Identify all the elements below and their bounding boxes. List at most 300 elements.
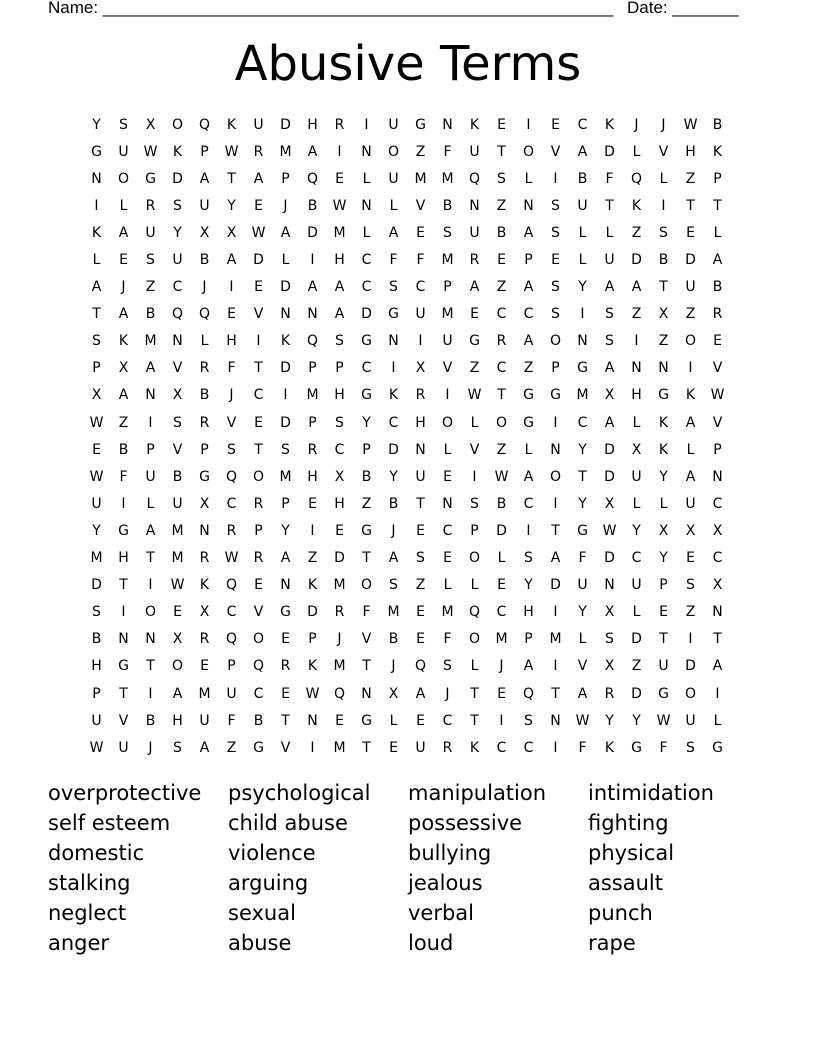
- grid-letter: A: [631, 279, 642, 296]
- grid-letter: E: [308, 495, 317, 512]
- grid-letter: B: [388, 495, 399, 512]
- grid-letter: A: [199, 739, 210, 756]
- grid-letter: Z: [631, 224, 642, 241]
- grid-letter: U: [253, 116, 264, 133]
- grid-letter: O: [360, 577, 373, 594]
- grid-letter: H: [334, 387, 345, 404]
- grid-letter: V: [577, 658, 588, 675]
- grid-letter: A: [415, 685, 426, 702]
- grid-letter: F: [578, 550, 587, 567]
- word-bank-item: neglect: [48, 901, 127, 925]
- grid-letter: D: [631, 685, 642, 702]
- grid-letter: U: [145, 468, 156, 485]
- grid-letter: U: [469, 224, 480, 241]
- grid-letter: N: [442, 116, 453, 133]
- grid-letter: N: [361, 197, 372, 214]
- grid-letter: B: [361, 468, 372, 485]
- grid-letter: A: [253, 170, 264, 187]
- grid-letter: X: [118, 360, 129, 377]
- grid-letter: C: [172, 279, 183, 296]
- grid-letter: Q: [333, 685, 346, 702]
- grid-letter: B: [307, 197, 318, 214]
- grid-letter: M: [441, 170, 454, 187]
- word-bank-item: sexual: [228, 901, 296, 925]
- name-line: Name: ______________________________________________________: [48, 0, 614, 17]
- grid-letter: N: [523, 197, 534, 214]
- grid-letter: E: [551, 252, 560, 269]
- grid-letter: M: [333, 577, 346, 594]
- grid-letter: D: [685, 252, 696, 269]
- grid-letter: E: [416, 712, 425, 729]
- grid-letter: Z: [685, 604, 696, 621]
- grid-letter: J: [202, 279, 207, 296]
- grid-row: [83, 192, 731, 219]
- grid-letter: B: [145, 712, 156, 729]
- grid-letter: U: [604, 252, 615, 269]
- grid-letter: S: [443, 224, 452, 241]
- grid-letter: B: [91, 631, 102, 648]
- grid-letter: T: [713, 631, 722, 648]
- grid-letter: M: [387, 604, 400, 621]
- grid-letter: K: [631, 197, 642, 214]
- word-bank-item: arguing: [228, 871, 309, 895]
- grid-letter: M: [441, 604, 454, 621]
- grid-letter: C: [361, 279, 372, 296]
- grid-letter: E: [335, 170, 344, 187]
- grid-letter: W: [143, 143, 158, 160]
- grid-letter: N: [712, 468, 723, 485]
- grid-letter: R: [442, 739, 453, 756]
- grid-letter: S: [686, 739, 695, 756]
- grid-letter: Z: [685, 170, 696, 187]
- grid-letter: S: [605, 306, 614, 323]
- grid-letter: L: [713, 224, 722, 241]
- grid-letter: Q: [630, 170, 643, 187]
- grid-letter: C: [442, 712, 453, 729]
- grid-letter: B: [442, 197, 453, 214]
- grid-letter: X: [388, 685, 399, 702]
- grid-letter: P: [524, 252, 533, 269]
- grid-letter: A: [91, 279, 102, 296]
- grid-letter: U: [388, 116, 399, 133]
- grid-letter: O: [549, 468, 562, 485]
- grid-letter: C: [442, 522, 453, 539]
- grid-letter: X: [604, 604, 615, 621]
- grid-letter: Q: [198, 116, 211, 133]
- grid-letter: R: [253, 550, 264, 567]
- grid-letter: I: [634, 333, 639, 350]
- grid-letter: L: [389, 197, 398, 214]
- word-bank-item: domestic: [48, 841, 145, 865]
- grid-letter: D: [604, 143, 615, 160]
- grid-letter: T: [362, 658, 371, 675]
- grid-letter: T: [605, 197, 614, 214]
- grid-row: [83, 138, 731, 165]
- grid-letter: V: [361, 631, 372, 648]
- grid-letter: E: [443, 468, 452, 485]
- grid-letter: R: [253, 495, 264, 512]
- grid-letter: P: [659, 577, 668, 594]
- grid-letter: M: [171, 522, 184, 539]
- grid-letter: S: [443, 658, 452, 675]
- grid-letter: W: [332, 197, 347, 214]
- grid-letter: E: [335, 522, 344, 539]
- grid-letter: J: [283, 197, 288, 214]
- grid-letter: E: [335, 712, 344, 729]
- grid-letter: G: [91, 143, 102, 160]
- grid-letter: C: [496, 604, 507, 621]
- grid-row: [83, 382, 731, 409]
- grid-letter: J: [445, 685, 450, 702]
- grid-letter: E: [416, 224, 425, 241]
- grid-letter: V: [172, 360, 183, 377]
- grid-letter: I: [553, 495, 558, 512]
- grid-row: [83, 328, 731, 355]
- grid-letter: F: [416, 252, 425, 269]
- grid-letter: E: [227, 306, 236, 323]
- grid-letter: U: [415, 739, 426, 756]
- grid-letter: L: [200, 333, 209, 350]
- grid-letter: G: [550, 387, 561, 404]
- grid-letter: S: [551, 279, 560, 296]
- grid-letter: P: [200, 441, 209, 458]
- grid-letter: G: [361, 522, 372, 539]
- grid-letter: I: [364, 116, 369, 133]
- grid-letter: B: [577, 170, 588, 187]
- grid-row: [83, 219, 731, 246]
- grid-letter: B: [712, 279, 723, 296]
- grid-letter: M: [441, 306, 454, 323]
- grid-letter: U: [199, 712, 210, 729]
- grid-letter: R: [226, 522, 237, 539]
- grid-letter: N: [388, 333, 399, 350]
- grid-letter: G: [361, 387, 372, 404]
- grid-letter: A: [199, 170, 210, 187]
- grid-letter: T: [416, 495, 425, 512]
- grid-letter: Q: [306, 170, 319, 187]
- grid-letter: X: [631, 441, 642, 458]
- grid-letter: T: [470, 685, 479, 702]
- grid-letter: K: [118, 333, 129, 350]
- grid-letter: U: [685, 495, 696, 512]
- grid-letter: G: [658, 387, 669, 404]
- grid-letter: A: [280, 550, 291, 567]
- grid-letter: T: [92, 306, 101, 323]
- grid-letter: G: [253, 739, 264, 756]
- grid-letter: K: [226, 116, 237, 133]
- grid-letter: L: [362, 224, 371, 241]
- grid-letter: O: [252, 468, 265, 485]
- grid-letter: U: [388, 170, 399, 187]
- grid-letter: D: [334, 550, 345, 567]
- grid-letter: W: [305, 685, 320, 702]
- grid-letter: A: [685, 468, 696, 485]
- grid-letter: E: [416, 631, 425, 648]
- grid-row: [83, 274, 731, 301]
- grid-row: [83, 653, 731, 680]
- grid-letter: D: [172, 170, 183, 187]
- grid-letter: N: [631, 360, 642, 377]
- grid-letter: R: [415, 387, 426, 404]
- grid-letter: G: [577, 360, 588, 377]
- grid-letter: Q: [225, 577, 238, 594]
- grid-letter: G: [361, 712, 372, 729]
- grid-letter: A: [523, 279, 534, 296]
- grid-letter: L: [470, 414, 479, 431]
- grid-letter: X: [712, 522, 723, 539]
- grid-letter: N: [361, 685, 372, 702]
- grid-letter: U: [685, 279, 696, 296]
- grid-letter: N: [280, 577, 291, 594]
- grid-letter: V: [658, 143, 669, 160]
- grid-letter: N: [577, 333, 588, 350]
- grid-letter: I: [553, 170, 558, 187]
- grid-letter: A: [577, 143, 588, 160]
- grid-letter: M: [171, 550, 184, 567]
- grid-letter: I: [472, 468, 477, 485]
- grid-letter: V: [550, 143, 561, 160]
- grid-letter: G: [118, 522, 129, 539]
- grid-letter: W: [575, 712, 590, 729]
- grid-letter: Q: [468, 170, 481, 187]
- grid-letter: Y: [632, 522, 641, 539]
- grid-letter: N: [118, 631, 129, 648]
- grid-letter: Y: [632, 712, 641, 729]
- grid-letter: X: [199, 495, 210, 512]
- grid-letter: G: [388, 306, 399, 323]
- grid-letter: K: [469, 739, 480, 756]
- grid-letter: V: [253, 306, 264, 323]
- grid-letter: E: [686, 224, 695, 241]
- grid-letter: M: [90, 550, 103, 567]
- grid-letter: D: [280, 414, 291, 431]
- grid-letter: D: [631, 252, 642, 269]
- grid-letter: W: [656, 712, 671, 729]
- grid-letter: L: [470, 577, 479, 594]
- word-bank-item: abuse: [228, 931, 292, 955]
- grid-letter: L: [632, 495, 641, 512]
- grid-letter: K: [658, 414, 669, 431]
- grid-letter: J: [391, 522, 396, 539]
- grid-letter: I: [418, 333, 423, 350]
- grid-letter: X: [712, 577, 723, 594]
- grid-letter: S: [92, 333, 101, 350]
- grid-letter: C: [577, 414, 588, 431]
- grid-letter: L: [713, 712, 722, 729]
- grid-letter: C: [496, 739, 507, 756]
- grid-letter: D: [631, 631, 642, 648]
- grid-letter: W: [494, 468, 509, 485]
- grid-row: [83, 680, 731, 707]
- grid-letter: I: [661, 197, 666, 214]
- grid-letter: S: [659, 224, 668, 241]
- grid-letter: H: [631, 387, 642, 404]
- grid-letter: Z: [496, 441, 507, 458]
- grid-letter: Y: [659, 550, 668, 567]
- grid-letter: R: [307, 441, 318, 458]
- grid-letter: W: [224, 550, 239, 567]
- grid-letter: Y: [578, 604, 587, 621]
- word-bank-item: overprotective: [48, 781, 202, 805]
- grid-letter: R: [145, 197, 156, 214]
- grid-letter: U: [118, 143, 129, 160]
- grid-letter: C: [253, 387, 264, 404]
- grid-letter: O: [171, 658, 184, 675]
- grid-letter: T: [362, 550, 371, 567]
- grid-letter: S: [470, 495, 479, 512]
- grid-letter: L: [632, 414, 641, 431]
- grid-letter: P: [308, 414, 317, 431]
- grid-letter: A: [334, 306, 345, 323]
- grid-letter: K: [172, 143, 183, 160]
- grid-letter: I: [94, 197, 99, 214]
- grid-letter: D: [361, 306, 372, 323]
- grid-letter: P: [92, 360, 101, 377]
- grid-letter: K: [307, 658, 318, 675]
- grid-letter: J: [499, 658, 504, 675]
- grid-letter: Y: [92, 116, 101, 133]
- grid-letter: A: [118, 387, 129, 404]
- grid-letter: A: [118, 306, 129, 323]
- grid-letter: Y: [578, 495, 587, 512]
- grid-letter: Z: [523, 360, 534, 377]
- grid-letter: D: [496, 522, 507, 539]
- grid-letter: W: [710, 387, 725, 404]
- grid-letter: C: [523, 739, 534, 756]
- grid-letter: N: [280, 306, 291, 323]
- grid-letter: Y: [173, 224, 182, 241]
- grid-letter: I: [121, 604, 126, 621]
- word-bank-item: intimidation: [588, 781, 714, 805]
- grid-letter: Q: [171, 306, 184, 323]
- grid-letter: Z: [415, 143, 426, 160]
- grid-letter: Z: [118, 414, 129, 431]
- grid-row: [83, 626, 731, 653]
- grid-letter: S: [173, 414, 182, 431]
- grid-letter: N: [415, 441, 426, 458]
- grid-letter: E: [254, 577, 263, 594]
- grid-letter: T: [551, 685, 560, 702]
- word-bank-item: manipulation: [408, 781, 547, 805]
- grid-letter: I: [715, 685, 720, 702]
- grid-letter: X: [172, 631, 183, 648]
- grid-letter: J: [337, 631, 342, 648]
- grid-letter: M: [279, 143, 292, 160]
- grid-letter: M: [144, 333, 157, 350]
- grid-letter: B: [658, 252, 669, 269]
- grid-letter: R: [712, 306, 723, 323]
- grid-letter: S: [146, 252, 155, 269]
- grid-letter: U: [469, 143, 480, 160]
- grid-letter: C: [523, 306, 534, 323]
- grid-letter: X: [199, 224, 210, 241]
- grid-letter: E: [443, 550, 452, 567]
- grid-letter: X: [658, 522, 669, 539]
- grid-letter: W: [170, 577, 185, 594]
- grid-letter: D: [253, 252, 264, 269]
- grid-letter: M: [495, 631, 508, 648]
- grid-letter: A: [604, 360, 615, 377]
- grid-letter: X: [199, 604, 210, 621]
- grid-letter: S: [389, 577, 398, 594]
- grid-letter: X: [658, 306, 669, 323]
- grid-letter: P: [524, 631, 533, 648]
- grid-letter: I: [526, 522, 531, 539]
- grid-letter: P: [200, 143, 209, 160]
- grid-letter: Q: [198, 306, 211, 323]
- grid-letter: Y: [605, 712, 614, 729]
- grid-letter: K: [604, 739, 615, 756]
- grid-letter: F: [389, 252, 398, 269]
- grid-letter: T: [659, 279, 668, 296]
- grid-letter: R: [496, 333, 507, 350]
- grid-letter: T: [713, 197, 722, 214]
- word-bank-item: stalking: [48, 871, 131, 895]
- grid-letter: D: [388, 441, 399, 458]
- grid-letter: O: [252, 631, 265, 648]
- grid-letter: R: [604, 685, 615, 702]
- grid-letter: F: [119, 468, 128, 485]
- grid-letter: Q: [252, 658, 265, 675]
- grid-letter: U: [415, 468, 426, 485]
- grid-letter: H: [118, 550, 129, 567]
- grid-letter: C: [496, 360, 507, 377]
- grid-letter: L: [605, 224, 614, 241]
- grid-letter: Y: [578, 279, 587, 296]
- grid-letter: T: [497, 387, 506, 404]
- grid-letter: A: [523, 468, 534, 485]
- grid-letter: R: [334, 116, 345, 133]
- grid-letter: D: [280, 116, 291, 133]
- grid-letter: L: [119, 197, 128, 214]
- grid-letter: N: [199, 522, 210, 539]
- grid-letter: B: [388, 631, 399, 648]
- grid-letter: T: [659, 631, 668, 648]
- date-line: Date: _______: [627, 0, 739, 17]
- grid-letter: S: [605, 333, 614, 350]
- grid-letter: H: [334, 495, 345, 512]
- grid-row: [83, 572, 731, 599]
- grid-letter: R: [199, 550, 210, 567]
- grid-letter: S: [119, 116, 128, 133]
- grid-letter: P: [308, 360, 317, 377]
- grid-letter: S: [389, 279, 398, 296]
- grid-letter: C: [712, 550, 723, 567]
- grid-letter: P: [254, 522, 263, 539]
- grid-letter: E: [551, 116, 560, 133]
- grid-letter: N: [145, 387, 156, 404]
- grid-letter: J: [661, 116, 666, 133]
- grid-letter: O: [549, 333, 562, 350]
- grid-letter: X: [226, 224, 237, 241]
- grid-letter: I: [553, 414, 558, 431]
- grid-letter: S: [173, 739, 182, 756]
- grid-row: [83, 490, 731, 517]
- grid-letter: K: [712, 143, 723, 160]
- grid-letter: U: [631, 577, 642, 594]
- grid-letter: N: [307, 712, 318, 729]
- grid-letter: I: [553, 604, 558, 621]
- grid-letter: E: [200, 658, 209, 675]
- grid-letter: L: [578, 252, 587, 269]
- grid-letter: N: [712, 604, 723, 621]
- grid-letter: X: [604, 658, 615, 675]
- word-bank-item: rape: [588, 931, 636, 955]
- grid-letter: I: [499, 712, 504, 729]
- page-title: Abusive Terms: [234, 36, 582, 92]
- grid-letter: C: [226, 495, 237, 512]
- letter-grid: [83, 111, 731, 761]
